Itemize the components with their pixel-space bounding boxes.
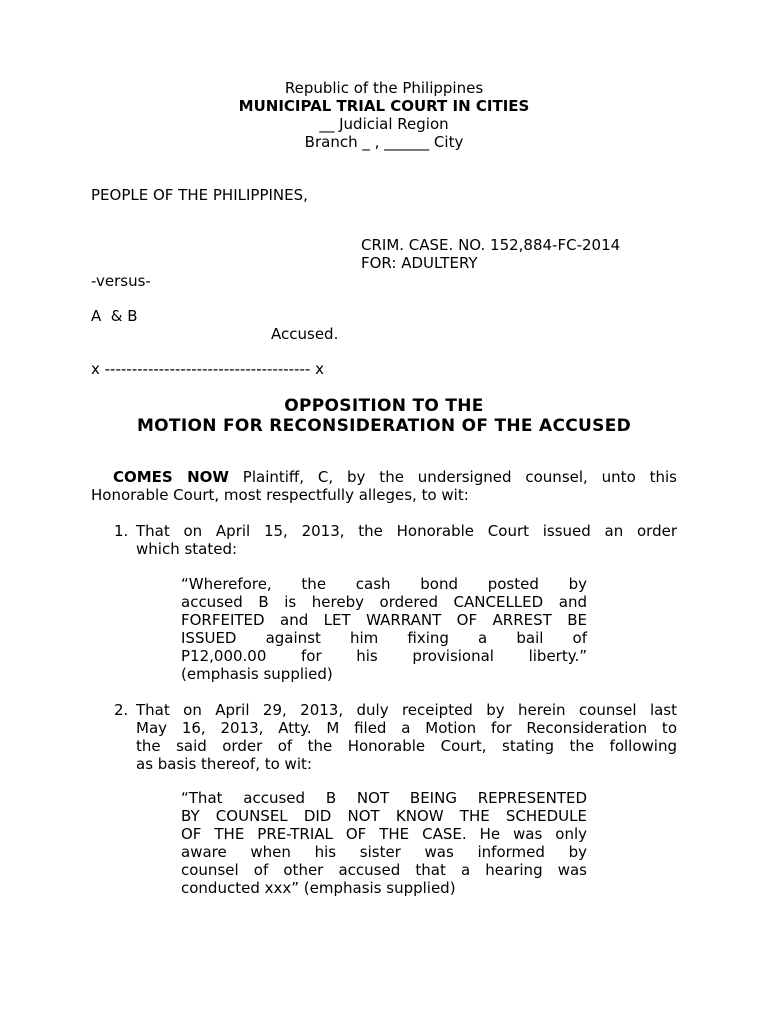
caption-accused-label: Accused. bbox=[271, 325, 339, 343]
caption-versus: -versus- bbox=[91, 272, 151, 290]
caption-plaintiff: PEOPLE OF THE PHILIPPINES, bbox=[91, 186, 308, 204]
item-line: May 16, 2013, Atty. M filed a Motion for Reconsideration to bbox=[136, 719, 677, 737]
quote-line: FORFEITED and LET WARRANT OF ARREST BE bbox=[181, 611, 587, 629]
item-line: the said order of the Honorable Court, stating the following bbox=[136, 737, 677, 755]
intro-line-1-rest: Plaintiff, C, by the undersigned counsel, unto this bbox=[228, 468, 677, 486]
item-2-paragraph bbox=[136, 701, 677, 773]
header-republic: Republic of the Philippines bbox=[284, 79, 484, 97]
quote-line: counsel of other accused that a hearing was bbox=[181, 861, 587, 879]
intro-lead: COMES NOW bbox=[113, 468, 229, 486]
item-number: 2. bbox=[114, 701, 129, 719]
caption-accused-names: A & B bbox=[91, 307, 138, 325]
item-line: That on April 15, 2013, the Honorable Court issued an order bbox=[136, 522, 677, 540]
quote-line: conducted xxx” (emphasis supplied) bbox=[181, 879, 456, 897]
caption-separator: x -------------------------------------- x bbox=[91, 360, 324, 378]
item-number: 1. bbox=[114, 522, 129, 540]
intro-line-1 bbox=[91, 468, 677, 486]
item-line: as basis thereof, to wit: bbox=[136, 755, 312, 773]
document-title-line-2: MOTION FOR RECONSIDERATION OF THE ACCUSED bbox=[136, 416, 632, 436]
intro-paragraph bbox=[91, 468, 677, 504]
header-region: __ Judicial Region bbox=[319, 115, 449, 133]
quote-line: accused B is hereby ordered CANCELLED and bbox=[181, 593, 587, 611]
caption-offense: FOR: ADULTERY bbox=[361, 254, 478, 272]
item-2-quote bbox=[181, 789, 587, 897]
item-line: which stated: bbox=[136, 540, 238, 558]
item-1-quote bbox=[181, 575, 587, 683]
quote-line: (emphasis supplied) bbox=[181, 665, 333, 683]
quote-line: ISSUED against him fixing a bail of bbox=[181, 629, 587, 647]
quote-line: “Wherefore, the cash bond posted by bbox=[181, 575, 587, 593]
quote-line: P12,000.00 for his provisional liberty.” bbox=[181, 647, 587, 665]
header-branch: Branch _ , ______ City bbox=[304, 133, 464, 151]
quote-line: OF THE PRE-TRIAL OF THE CASE. He was only bbox=[181, 825, 587, 843]
quote-line: aware when his sister was informed by bbox=[181, 843, 587, 861]
document-title-line-1: OPPOSITION TO THE bbox=[284, 396, 484, 416]
header-court: MUNICIPAL TRIAL COURT IN CITIES bbox=[238, 97, 530, 115]
caption-case-number: CRIM. CASE. NO. 152,884-FC-2014 bbox=[361, 236, 621, 254]
intro-line-2: Honorable Court, most respectfully alleges, to wit: bbox=[91, 486, 469, 504]
quote-line: BY COUNSEL DID NOT KNOW THE SCHEDULE bbox=[181, 807, 587, 825]
quote-line: “That accused B NOT BEING REPRESENTED bbox=[181, 789, 587, 807]
item-1-paragraph bbox=[136, 522, 677, 558]
item-line: That on April 29, 2013, duly receipted by herein counsel last bbox=[136, 701, 677, 719]
